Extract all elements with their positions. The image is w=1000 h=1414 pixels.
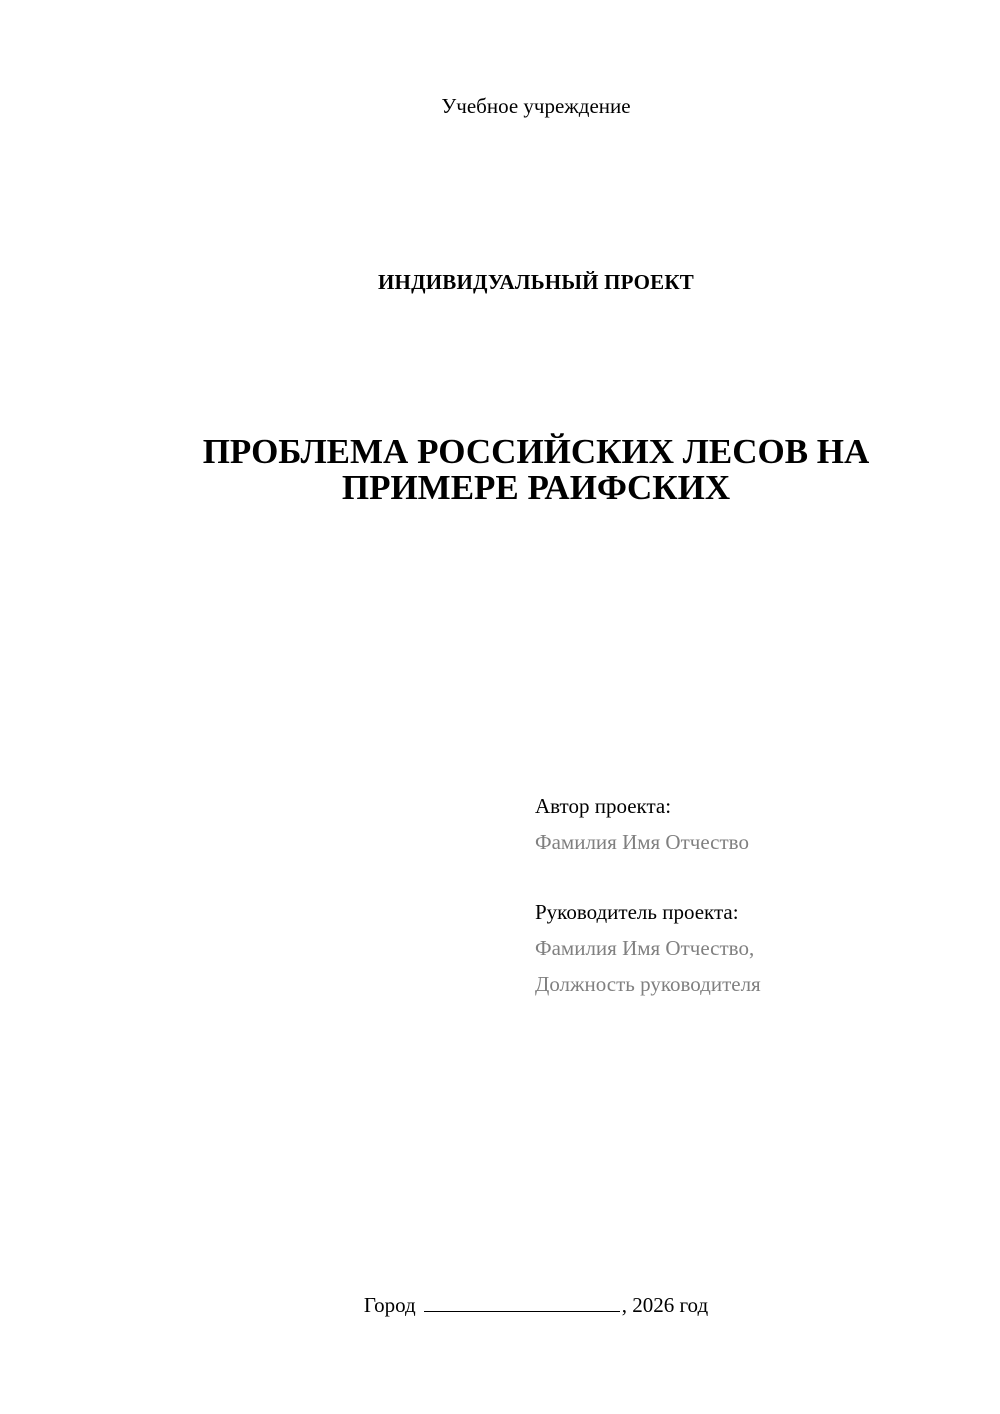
year-text: , 2026 год (621, 1293, 709, 1317)
supervisor-label: Руководитель проекта: (535, 900, 739, 924)
section-spacer (535, 860, 975, 894)
institution-name: Учебное учреждение (441, 94, 631, 118)
document-type: ИНДИВИДУАЛЬНЫЙ ПРОЕКТ (378, 270, 694, 294)
city-year-line (0, 1291, 1000, 1319)
author-name: Фамилия Имя Отчество (535, 830, 749, 854)
city-blank-line (424, 1291, 620, 1312)
project-title-line-1: ПРОБЛЕМА РОССИЙСКИХ ЛЕСОВ НА (202, 432, 870, 471)
project-title-line-2: ПРИМЕРЕ РАИФСКИХ (341, 468, 731, 507)
city-label: Город (363, 1293, 416, 1317)
author-label: Автор проекта: (535, 794, 672, 818)
supervisor-position: Должность руководителя (535, 972, 761, 996)
supervisor-name: Фамилия Имя Отчество, (535, 936, 755, 960)
project-info (535, 788, 975, 1002)
project-title (150, 434, 922, 506)
